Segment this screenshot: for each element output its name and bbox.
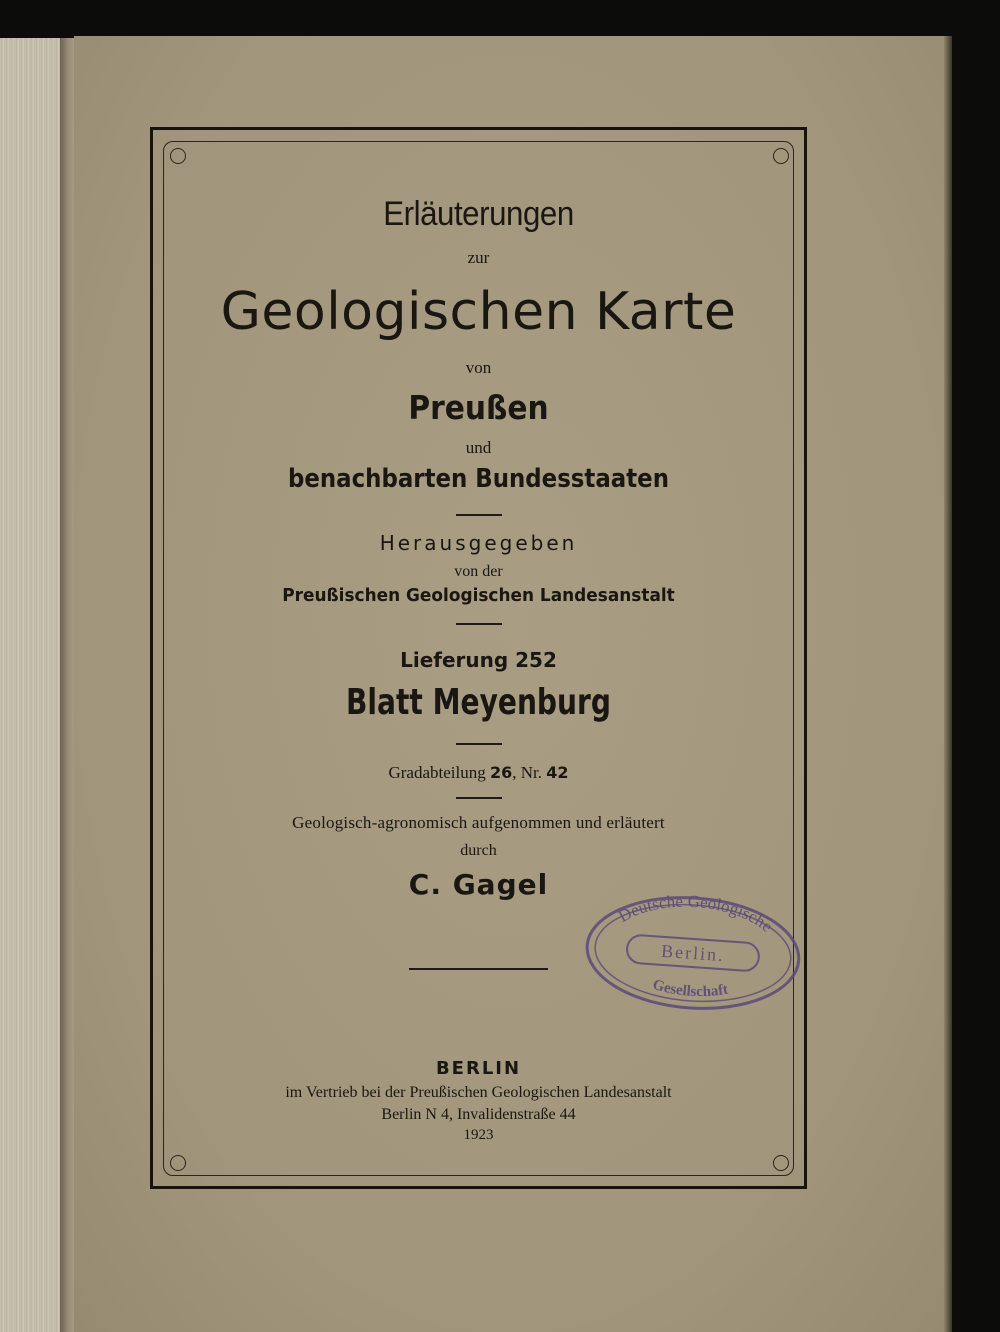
divider-rule [456, 514, 502, 516]
publisher-intro: Herausgegeben [379, 531, 578, 555]
imprint-year: 1923 [463, 1127, 494, 1143]
title-geologischen-karte: Geologischen Karte [220, 282, 737, 342]
page-gutter [60, 38, 74, 1332]
book-spine-cloth [0, 38, 62, 1332]
publisher-name: Preußischen Geologischen Landesanstalt [282, 585, 675, 606]
nr-label: Nr. [520, 763, 542, 782]
divider-rule [456, 623, 502, 625]
title-zur: zur [467, 248, 490, 267]
title-preussen: Preußen [408, 388, 549, 427]
author-name: C. Gagel [408, 868, 549, 901]
corner-ornament-bottom-left [170, 1155, 186, 1171]
grid-reference: Gradabteilung 26, Nr. 42 [388, 763, 569, 782]
publisher-von-der: von der [454, 563, 503, 580]
by-label: durch [460, 842, 497, 859]
title-bundesstaaten: benachbarten Bundesstaaten [287, 464, 669, 494]
title-von: von [465, 358, 492, 377]
library-stamp [579, 885, 807, 1018]
stamp-center-text: Berlin. [660, 940, 726, 966]
divider-rule [456, 797, 502, 799]
grad-number: 26 [489, 763, 513, 782]
survey-note: Geologisch-agronomisch aufgenommen und erläutert [292, 813, 665, 832]
corner-ornament-bottom-right [773, 1155, 789, 1171]
corner-ornament-top-left [170, 148, 186, 164]
page-edge-shadow [944, 36, 952, 1332]
imprint-city: BERLIN [435, 1058, 522, 1079]
nr-number: 42 [546, 763, 569, 782]
delivery-number: Lieferung 252 [400, 648, 557, 672]
stamp-graphic [579, 885, 807, 1018]
grad-label: Gradabteilung [388, 763, 486, 782]
sheet-name: Blatt Meyenburg [346, 682, 611, 723]
imprint-address: Berlin N 4, Invalidenstraße 44 [381, 1106, 576, 1123]
stamp-top-text: Deutsche Geologische [615, 891, 777, 936]
divider-rule-long [409, 968, 548, 970]
stamp-bottom-text: Gesellschaft [650, 976, 730, 1001]
divider-rule [456, 743, 502, 745]
corner-ornament-top-right [773, 148, 789, 164]
title-erlaeuterungen: Erläuterungen [383, 195, 574, 233]
title-und: und [465, 438, 492, 457]
imprint-distribution: im Vertrieb bei der Preußischen Geologischen Landesanstalt [285, 1084, 672, 1101]
